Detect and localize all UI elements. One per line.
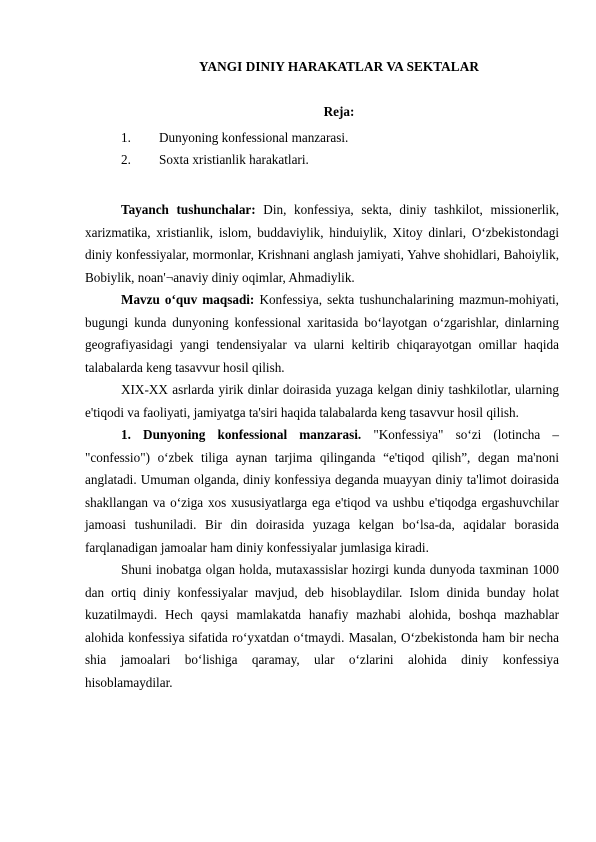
paragraph-text: Konfessiya, sekta tushunchalarining mazmun-mohiyati, bugungi kunda dunyoning konfessional xaritasida bo‘layotgan o‘zgarishlar, dinlarning geografiyasidagi yangi tendensiyalar va ularni keltirib chiqarayotgan omillar haqida talabalarda keng tasavvur hosil qilish. — [85, 292, 559, 375]
paragraph-text: XIX-XX asrlarda yirik dinlar doirasida yuzaga kelgan diniy tashkilotlar, ularning e'tiqodi va faoliyati, jamiyatga ta'siri haqida talabalarda keng tasavvur hosil qilish. — [85, 382, 559, 420]
paragraph-experts — [85, 559, 559, 694]
document-title: YANGI DINIY HARAKATLAR VA SEKTALAR — [199, 59, 479, 74]
plan-item — [121, 149, 521, 171]
plan-list — [121, 127, 521, 171]
section-heading: 1. Dunyoning konfessional manzarasi. — [121, 427, 362, 442]
paragraph-text: "Konfessiya" so‘zi (lotincha – "confessio") o‘zbek tiliga aynan tarjima qilinganda “e'tiqod qilish”, degan ma'noni anglatadi. Umuman olganda, diniy konfessiya deganda muayyan diniy ta'limot doirasida shakllangan va o‘ziga xos xususiyatlarga ega e'tiqod va ushbu e'tiqodga ergashuvchilar jamoasi tushuniladi. Bir din doirasida yuzaga kelgan bo‘lsa-da, aqidalar borasida farqlanadigan jamoalar ham diniy konfessiyalar jumlasiga kiradi. — [85, 427, 560, 555]
document-body — [85, 199, 559, 694]
paragraph-centuries — [85, 379, 559, 424]
plan-item-number: 1. — [121, 130, 131, 145]
paragraph-lead: Mavzu o‘quv maqsadi: — [121, 292, 255, 307]
plan-item-text: Dunyoning konfessional manzarasi. — [159, 130, 349, 145]
plan-item-number: 2. — [121, 152, 131, 167]
paragraph-section-1 — [85, 424, 559, 559]
plan-item — [121, 127, 521, 149]
plan-heading: Reja: — [323, 104, 355, 119]
paragraph-text: Din, konfessiya, sekta, diniy tashkilot, missionerlik, xarizmatika, xristianlik, islom, buddaviylik, hinduiylik, Xitoy dinlari, O‘zbekistondagi diniy konfessiyalar, mormonlar, Krishnani anglash jamiyati, Yahve shohidlari, Bahoiylik, Bobiylik, noan'¬anaviy diniy oqimlar, Ahmadiylik. — [85, 202, 559, 285]
paragraph-lead: Tayanch tushunchalar: — [121, 202, 256, 217]
paragraph-text: Shuni inobatga olgan holda, mutaxassislar hozirgi kunda dunyoda taxminan 1000 dan ortiq diniy konfessiyalar mavjud, deb hisoblaydilar. Islom dinida bunday holat kuzatilmaydi. Hech qaysi mamlakatda hanafiy mazhabi alohida, boshqa mazhablar alohida konfessiya sifatida ro‘yxatdan o‘tmaydi. Masalan, O‘zbekistonda ham bir necha shia jamoalari bo‘lishiga qaramay, ular o‘zlarini alohida diniy konfessiya hisoblamaydilar. — [85, 562, 559, 690]
paragraph-key-concepts — [85, 199, 559, 289]
paragraph-learning-goal — [85, 289, 559, 379]
plan-item-text: Soxta xristianlik harakatlari. — [159, 152, 309, 167]
